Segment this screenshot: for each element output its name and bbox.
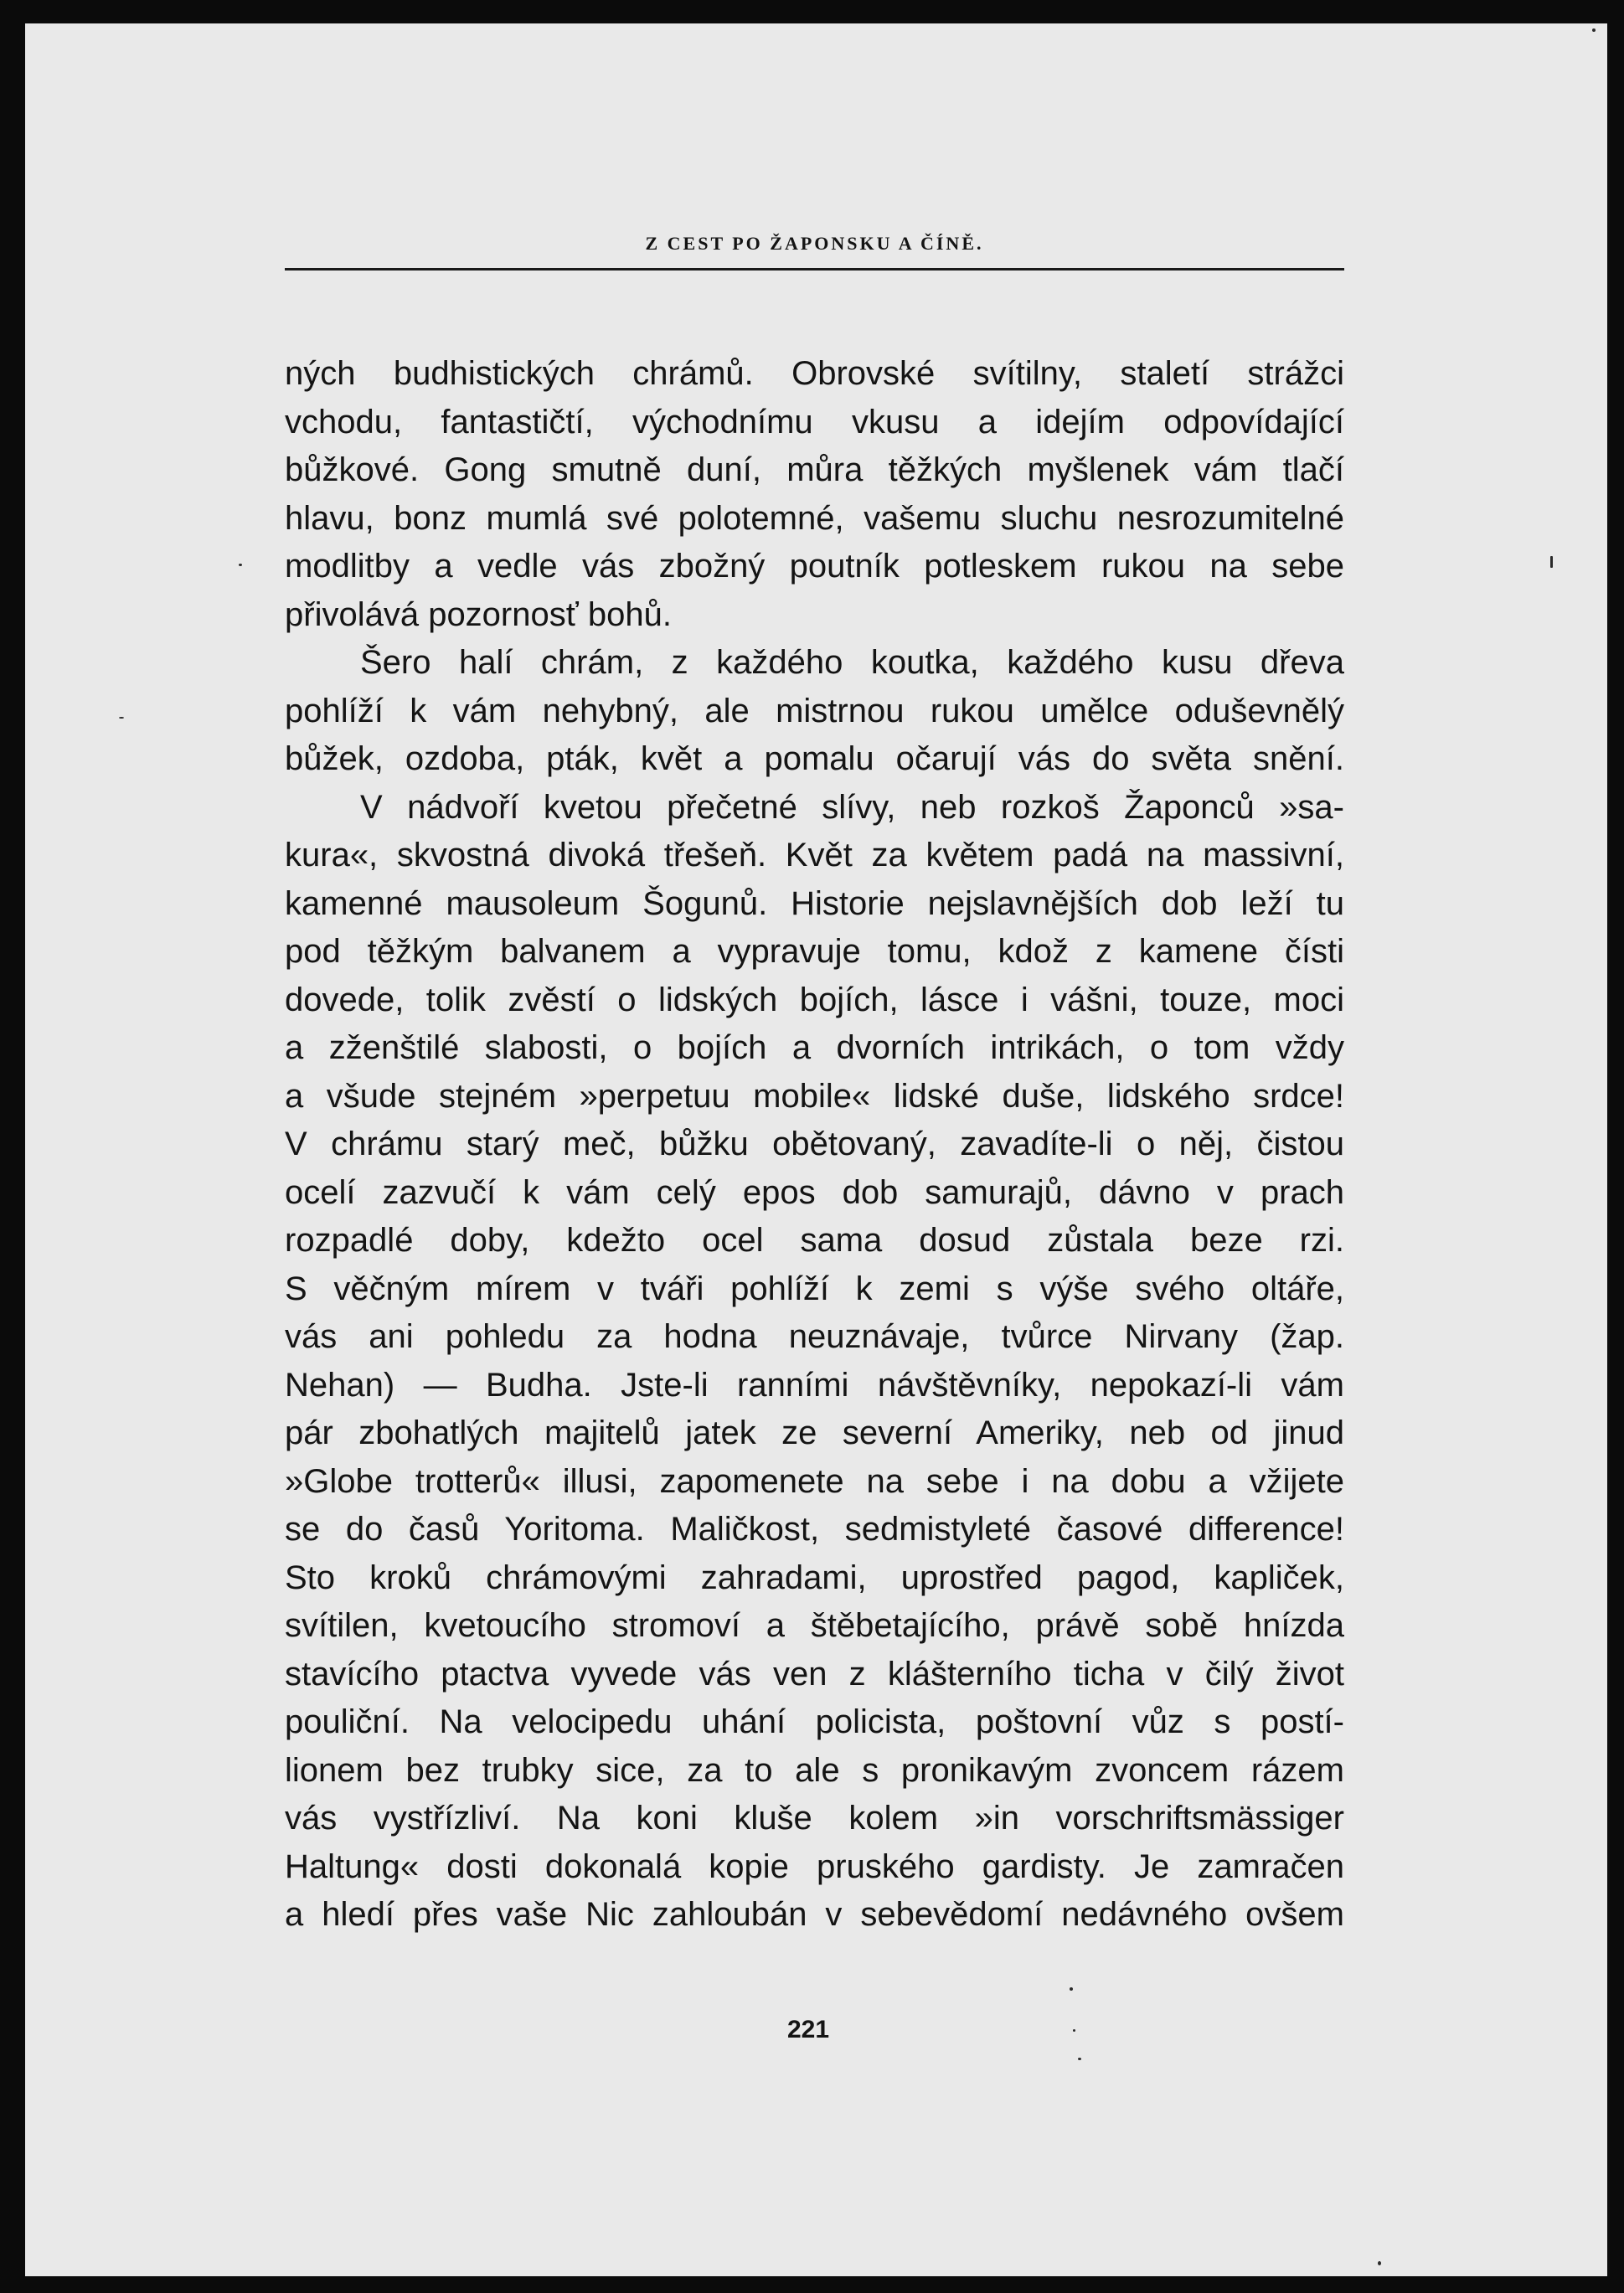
text-line: pouliční. Na velocipedu uhání policista, poštovní vůz s postí- bbox=[285, 1703, 1344, 1740]
text-line: lionem bez trubky sice, za to ale s pronikavým zvoncem rázem bbox=[285, 1751, 1344, 1789]
scan-speck bbox=[1073, 2029, 1075, 2032]
text-line: V chrámu starý meč, bůžku obětovaný, zavadíte-li o něj, čistou bbox=[285, 1126, 1344, 1162]
text-line: dovede, tolik zvěstí o lidských bojích, lásce i vášni, touze, moci bbox=[285, 981, 1344, 1018]
text-line: se do časů Yoritoma. Maličkost, sedmistyleté časové difference! bbox=[285, 1511, 1344, 1548]
book-page bbox=[25, 23, 1607, 2276]
text-line: Nehan) — Budha. Jste-li ranními návštěvníky, nepokazí-li vám bbox=[285, 1366, 1344, 1404]
text-line: vás vystřízliví. Na koni kluše kolem »in vorschriftsmässiger bbox=[285, 1800, 1344, 1837]
text-line: »Globe trotterů« illusi, zapomenete na sebe i na dobu a vžijete bbox=[285, 1462, 1344, 1500]
text-line: Šero halí chrám, z každého koutka, každého kusu dřeva bbox=[360, 644, 1344, 681]
text-line: a zženštilé slabosti, o bojích a dvorních intrikách, o tom vždy bbox=[285, 1029, 1344, 1066]
scan-speck bbox=[1592, 28, 1596, 32]
text-line: Sto kroků chrámovými zahradami, uprostřed pagod, kapliček, bbox=[285, 1559, 1344, 1596]
scan-speck bbox=[1078, 2058, 1081, 2060]
text-line: bůžkové. Gong smutně duní, můra těžkých myšlenek vám tlačí bbox=[285, 451, 1344, 488]
text-line: a hledí přes vaše Nic zahloubán v sebevědomí nedávného ovšem bbox=[285, 1896, 1344, 1933]
scan-speck bbox=[1070, 1987, 1073, 1991]
text-line: ocelí zazvučí k vám celý epos dob samurajů, dávno v prach bbox=[285, 1173, 1344, 1211]
text-line: rozpadlé doby, kdežto ocel sama dosud zůstala beze rzi. bbox=[285, 1222, 1344, 1259]
page-number: 221 bbox=[787, 2016, 830, 2043]
text-line: ných budhistických chrámů. Obrovské svítilny, staletí strážci bbox=[285, 355, 1344, 392]
text-line: Haltung« dosti dokonalá kopie pruského gardisty. Je zamračen bbox=[285, 1847, 1344, 1885]
header-rule bbox=[285, 268, 1344, 271]
text-line: V nádvoří kvetou přečetné slívy, neb rozkoš Žaponců »sa- bbox=[360, 788, 1344, 826]
text-line: svítilen, kvetoucího stromoví a štěbetajícího, právě sobě hnízda bbox=[285, 1607, 1344, 1644]
text-line: hlavu, bonz mumlá své polotemné, vašemu sluchu nesrozumitelné bbox=[285, 499, 1344, 537]
text-line: pár zbohatlých majitelů jatek ze severní Ameriky, neb od jinud bbox=[285, 1414, 1344, 1451]
page-body bbox=[285, 350, 1344, 1940]
running-head: Z CEST PO ŽAPONSKU A ČÍNĚ. bbox=[645, 233, 984, 254]
text-line: bůžek, ozdoba, pták, květ a pomalu očarují vás do světa snění. bbox=[285, 740, 1344, 777]
scan-speck bbox=[239, 564, 242, 566]
scan-speck bbox=[1550, 556, 1553, 568]
scan-speck bbox=[119, 717, 124, 719]
text-line: vás ani pohledu za hodna neuznávaje, tvůrce Nirvany (žap. bbox=[285, 1318, 1344, 1355]
text-line: stavícího ptactva vyvede vás ven z klášterního ticha v čilý život bbox=[285, 1655, 1344, 1693]
text-line: a všude stejném »perpetuu mobile« lidské duše, lidského srdce! bbox=[285, 1077, 1344, 1115]
text-line: kamenné mausoleum Šogunů. Historie nejslavnějších dob leží tu bbox=[285, 884, 1344, 922]
text-line: vchodu, fantastičtí, východnímu vkusu a idejím odpovídající bbox=[285, 403, 1344, 441]
text-line: kura«, skvostná divoká třešeň. Květ za květem padá na massivní, bbox=[285, 837, 1344, 873]
text-line: pohlíží k vám nehybný, ale mistrnou rukou umělce oduševnělý bbox=[285, 692, 1344, 729]
text-line: S věčným mírem v tváři pohlíží k zemi s výše svého oltáře, bbox=[285, 1270, 1344, 1307]
text-line: přivolává pozornosť bohů. bbox=[285, 595, 672, 633]
text-line: modlitby a vedle vás zbožný poutník potleskem rukou na sebe bbox=[285, 548, 1344, 585]
scan-speck bbox=[1378, 2261, 1381, 2265]
text-line: pod těžkým balvanem a vypravuje tomu, kdož z kamene čísti bbox=[285, 933, 1344, 970]
